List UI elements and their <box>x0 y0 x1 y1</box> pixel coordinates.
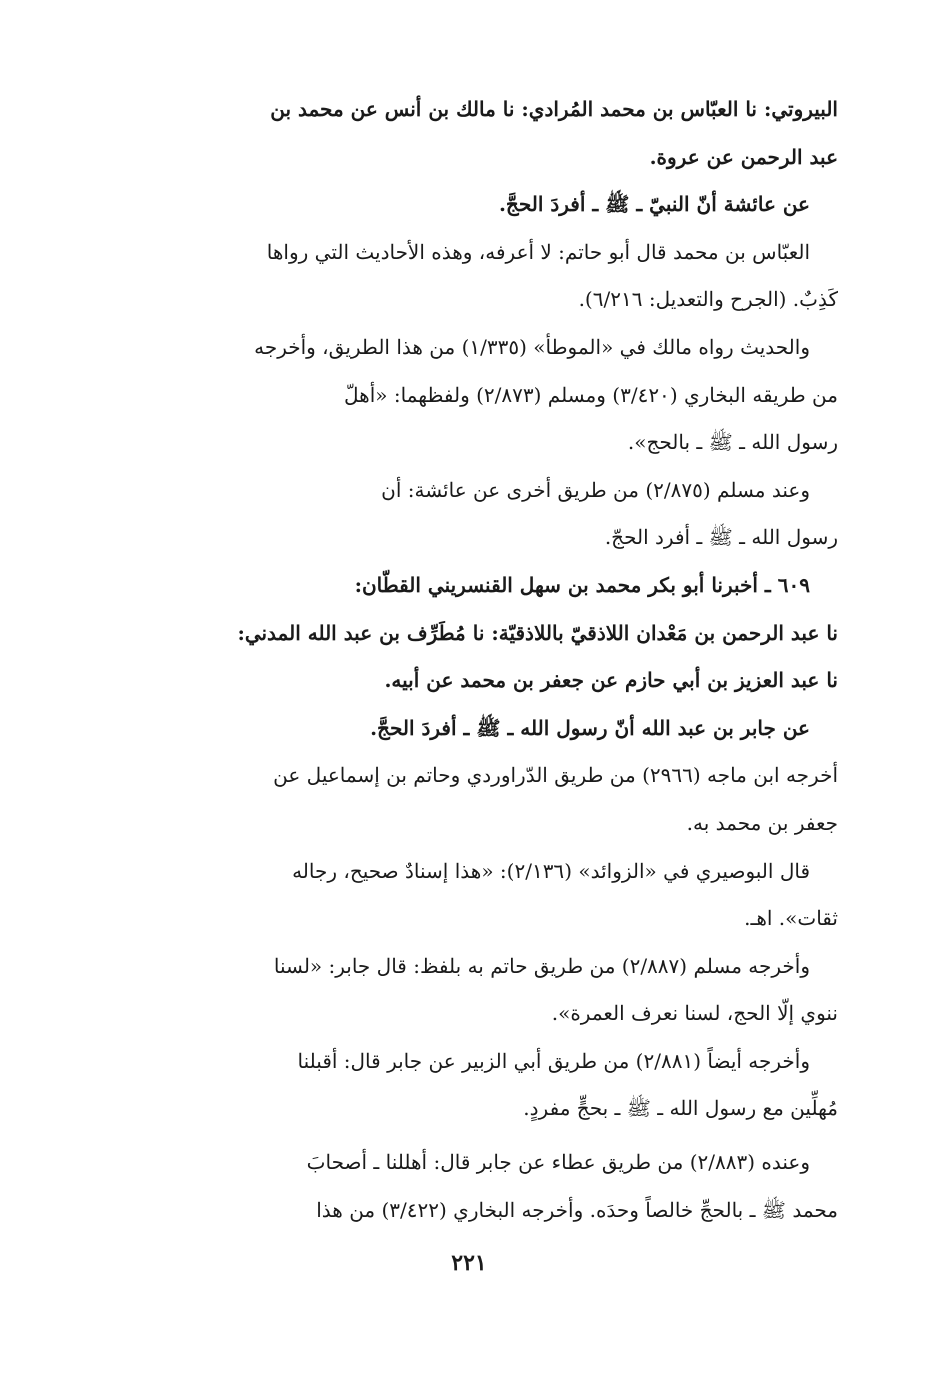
commentary-line: والحديث رواه مالك في «الموطأ» (١/٣٣٥) من هذا الطريق، وأخرجه <box>254 334 810 359</box>
commentary-line: ثقات». اهـ. <box>744 906 838 931</box>
commentary-line: رسول الله ـ ﷺ ـ بالحج». <box>627 430 838 455</box>
hadith-number-line: ٦٠٩ ـ أخبرنا أبو بكر محمد بن سهل القنسريني القطّان: <box>354 572 810 597</box>
commentary-line: جعفر بن محمد به. <box>686 810 838 835</box>
commentary-line: ننوي إلّا الحج، لسنا نعرف العمرة». <box>551 1001 838 1026</box>
commentary-line: وأخرجه أيضاً (٢/٨٨١) من طريق أبي الزبير عن جابر قال: أقبلنا <box>297 1048 810 1073</box>
isnad-line: نا عبد العزيز بن أبي حازم عن جعفر بن محمد عن أبيه. <box>384 668 838 693</box>
commentary-line: رسول الله ـ ﷺ ـ أفرد الحجّ. <box>604 525 838 550</box>
commentary-line: كَذِبٌ. (الجرح والتعديل: ٦/٢١٦). <box>578 287 838 312</box>
hadith-text: عن عائشة أنّ النبيّ ـ ﷺ ـ أفردَ الحجَّ. <box>498 192 810 217</box>
text-block <box>138 86 838 1234</box>
commentary-line: أخرجه ابن ماجه (٢٩٦٦) من طريق الدّراوردي وحاتم بن إسماعيل عن <box>273 763 838 788</box>
commentary-line: قال البوصيري في «الزوائد» (٢/١٣٦): «هذا إسنادٌ صحيح، رجاله <box>292 858 810 883</box>
commentary-line: وعنده (٢/٨٨٣) من طريق عطاء عن جابر قال: أهللنا ـ أصحابَ <box>306 1150 810 1175</box>
commentary-line: محمد ﷺ ـ بالحجِّ خالصاً وحدَه. وأخرجه البخاري (٣/٤٢٢) من هذا <box>316 1197 838 1222</box>
commentary-line: العبّاس بن محمد قال أبو حاتم: لا أعرفه، وهذه الأحاديث التي رواها <box>266 239 810 264</box>
commentary-line: وعند مسلم (٢/٨٧٥) من طريق أخرى عن عائشة: أن <box>381 477 810 502</box>
commentary-line: وأخرجه مسلم (٢/٨٨٧) من طريق حاتم به بلفظ: قال جابر: «لسنا <box>273 953 810 978</box>
commentary-line: مُهلِّين مع رسول الله ـ ﷺ ـ بحجٍّ مفردٍ. <box>523 1096 838 1121</box>
isnad-line: نا عبد الرحمن بن مَعْدان اللاذقيّ باللاذقيّة: نا مُطَرِّف بن عبد الله المدني: <box>237 620 838 645</box>
isnad-line: البيروتي: نا العبّاس بن محمد المُرادي: نا مالك بن أنس عن محمد بن <box>270 97 838 121</box>
page-number: ٢٢١ <box>451 1250 487 1276</box>
hadith-text: عن جابر بن عبد الله أنّ رسول الله ـ ﷺ ـ أفردَ الحجَّ. <box>370 715 810 740</box>
commentary-line: من طريقه البخاري (٣/٤٢٠) ومسلم (٢/٨٧٣) ولفظهما: «أهلّ <box>344 382 838 407</box>
isnad-line: عبد الرحمن عن عروة. <box>649 144 838 169</box>
